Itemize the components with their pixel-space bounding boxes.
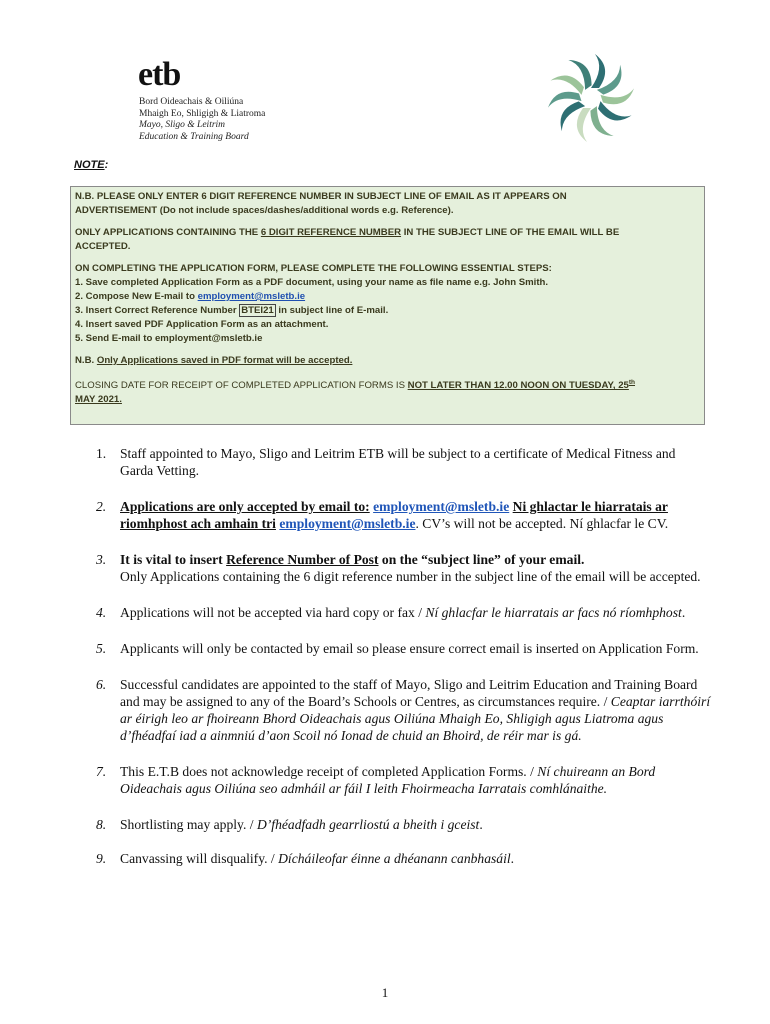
note-text: IN THE SUBJECT LINE OF THE EMAIL WILL BE xyxy=(401,227,620,238)
list-item xyxy=(96,816,711,833)
list-number: 1. xyxy=(96,446,107,461)
closing-line xyxy=(75,376,700,393)
list-item xyxy=(96,676,711,744)
closing-date xyxy=(75,376,700,407)
note-label xyxy=(74,159,108,171)
logo-line: Mayo, Sligo & Leitrim xyxy=(139,120,226,130)
list-text-irish: D’fhéadfadh gearrliostú a bheith i gceist xyxy=(256,817,480,832)
list-text: This E.T.B does not acknowledge receipt of completed Application Forms. / xyxy=(120,764,538,779)
note-paragraph-accepted xyxy=(75,226,700,254)
closing-deadline: NOT LATER THAN 12.00 NOON ON TUESDAY, 25 xyxy=(407,380,629,392)
list-item xyxy=(96,850,711,867)
list-number: 7. xyxy=(96,764,107,779)
etb-swirl-logo-icon xyxy=(548,52,634,144)
list-item xyxy=(96,551,711,585)
step-2 xyxy=(75,290,700,304)
employment-email-link[interactable]: employment@msletb.ie xyxy=(373,499,510,514)
list-item xyxy=(96,445,711,479)
logo-line: Bord Oideachais & Oiliúna xyxy=(139,97,244,107)
etb-logo-subtitle xyxy=(139,97,265,143)
step-4: 4. Insert saved PDF Application Form as an attachment. xyxy=(75,319,329,330)
note-box xyxy=(70,186,705,425)
page-number: 1 xyxy=(381,985,389,1000)
etb-logo-text: etb xyxy=(138,56,181,93)
list-text-bold: Applications are only accepted by email to: xyxy=(120,499,370,514)
note-label-text: NOTE xyxy=(74,159,105,171)
list-number: 8. xyxy=(96,817,107,832)
note-text: ONLY APPLICATIONS CONTAINING THE xyxy=(75,227,261,238)
note-paragraph-steps xyxy=(75,262,700,346)
step-5: 5. Send E-mail to employment@msletb.ie xyxy=(75,333,263,344)
note-text: ADVERTISEMENT (Do not include spaces/dashes/additional words e.g. Reference). xyxy=(75,205,454,216)
list-item xyxy=(96,604,711,621)
list-text: . xyxy=(510,851,515,866)
note-text: ACCEPTED. xyxy=(75,241,131,252)
note-label-colon: : xyxy=(104,159,109,171)
list-text-irish: Ní ghlacfar le hiarratais ar facs nó ríomhphost xyxy=(425,605,682,620)
list-text-irish: Ceaptar iarrthóirí ar éirigh leo ar fhoireann Bhord Oideachais agus Oiliúna Mhaigh Eo, Shligigh agus Liatroma agus d’fhéadfaí iad a ainmniú d’aon Scoil nó Ionad de chuid an Bhoird, de réir mar is gá. xyxy=(120,694,711,743)
list-text: Successful candidates are appointed to the staff of Mayo, Sligo and Leitrim Education and Training Board and may be assigned to any of the Board’s Schools or Centres, as circumstances require. / xyxy=(120,677,698,709)
list-text: . xyxy=(479,817,483,832)
list-text: Only Applications containing the 6 digit reference number in the subject line of the email will be accepted. xyxy=(120,569,701,584)
list-text: Shortlisting may apply. / xyxy=(120,817,257,832)
step-text: in subject line of E-mail. xyxy=(275,305,389,316)
reference-number-box: BTEI21 xyxy=(241,305,274,316)
list-number: 4. xyxy=(96,605,107,620)
step-1: 1. Save completed Application Form as a PDF document, using your name as file name e.g. John Smith. xyxy=(75,277,549,288)
list-text-bold-underlined: Reference Number of Post xyxy=(226,552,379,567)
closing-text: CLOSING DATE FOR RECEIPT OF COMPLETED APPLICATION FORMS IS xyxy=(75,380,408,392)
list-text: . xyxy=(681,605,686,620)
list-text-irish: Dícháileofar éinne a dhéanann canbhasáil xyxy=(278,851,511,866)
steps-heading: ON COMPLETING THE APPLICATION FORM, PLEASE COMPLETE THE FOLLOWING ESSENTIAL STEPS: xyxy=(75,263,552,274)
note-paragraph-pdf xyxy=(75,354,700,368)
list-text-irish: Ní chuireann an Bord Oideachais agus Oiliúna seo admháil ar fáil I leith Fhoirmeacha Iarratais comhlánaithe. xyxy=(120,764,656,796)
conditions-list xyxy=(96,445,711,867)
list-text-bold: on the “subject line” of your email. xyxy=(378,552,585,567)
step-text: 2. Compose New E-mail to xyxy=(75,291,198,302)
list-text-bold: It is vital to insert xyxy=(120,552,227,567)
step-3 xyxy=(75,304,700,318)
list-number: 9. xyxy=(96,851,107,866)
logo-line: Education & Training Board xyxy=(139,131,249,142)
note-text-underlined: Only Applications saved in PDF format will be accepted. xyxy=(96,355,353,366)
list-number: 6. xyxy=(96,677,107,692)
note-text: N.B. PLEASE ONLY ENTER 6 DIGIT REFERENCE NUMBER IN SUBJECT LINE OF EMAIL AS IT APPEARS ON xyxy=(75,191,567,202)
note-text: N.B. xyxy=(75,355,97,366)
note-line xyxy=(75,226,700,240)
list-number: 2. xyxy=(96,499,107,514)
employment-email-link[interactable]: employment@msletb.ie xyxy=(279,516,416,531)
list-text: . CV’s will not be accepted. Ní ghlacfar le CV. xyxy=(415,516,669,531)
list-text-bold-irish: Ni ghlactar le hiarratais ar riomhphost ach amhain tri xyxy=(120,499,668,531)
list-item xyxy=(96,640,711,657)
list-item xyxy=(96,763,711,797)
list-text: Canvassing will disqualify. / xyxy=(120,851,279,866)
list-number: 5. xyxy=(96,641,107,656)
closing-deadline-line2: MAY 2021. xyxy=(75,394,122,406)
step-text: 3. Insert Correct Reference Number xyxy=(75,305,240,316)
list-text: Applicants will only be contacted by email so please ensure correct email is inserted on Application Form. xyxy=(120,641,699,656)
note-text-underlined: 6 DIGIT REFERENCE NUMBER xyxy=(260,227,402,238)
employment-email-link[interactable]: employment@msletb.ie xyxy=(197,291,306,302)
closing-deadline-suffix: th xyxy=(628,379,636,386)
logo-line: Mhaigh Eo, Shligigh & Liatroma xyxy=(139,108,266,119)
list-text: Staff appointed to Mayo, Sligo and Leitrim ETB will be subject to a certificate of Medical Fitness and Garda Vetting. xyxy=(120,446,676,478)
list-text: Applications will not be accepted via hard copy or fax / xyxy=(120,605,426,620)
list-item xyxy=(96,498,711,532)
list-number: 3. xyxy=(96,552,107,567)
note-paragraph-reference xyxy=(75,190,700,218)
